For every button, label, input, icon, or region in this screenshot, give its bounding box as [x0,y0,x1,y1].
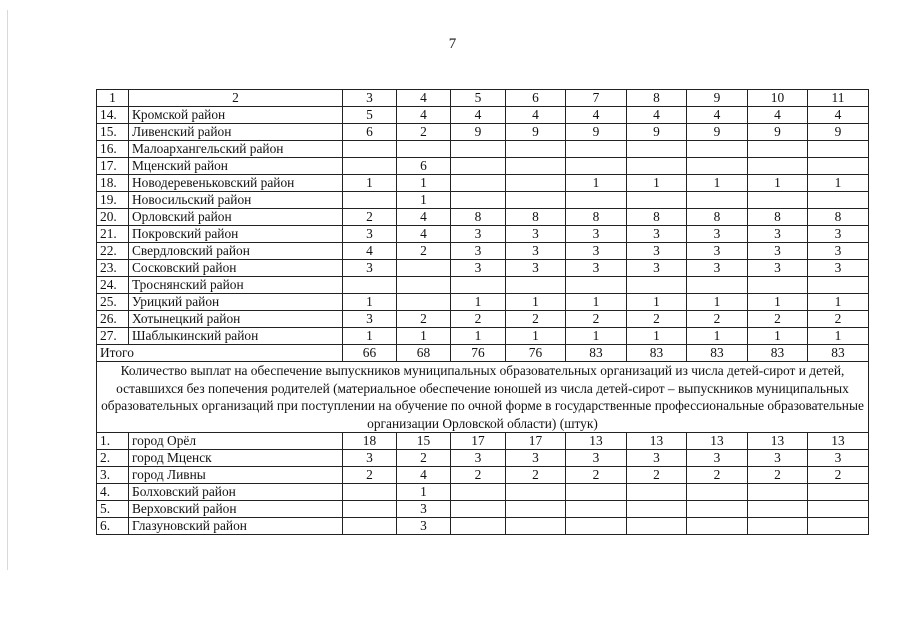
table-row [97,518,869,535]
value-cell: 4 [343,243,397,260]
table-row [97,124,869,141]
column-number-cell: 8 [627,90,687,107]
column-number-cell: 10 [748,90,808,107]
value-cell: 2 [627,311,687,328]
value-cell [566,277,627,294]
value-cell: 8 [566,209,627,226]
data-table [96,89,869,535]
value-cell: 3 [687,260,748,277]
value-cell: 3 [451,260,506,277]
value-cell: 3 [506,260,566,277]
value-cell [397,141,451,158]
column-number-cell: 11 [808,90,869,107]
row-number-cell: 16. [97,141,129,158]
row-number-cell: 17. [97,158,129,175]
value-cell: 4 [506,107,566,124]
value-cell: 1 [506,294,566,311]
value-cell: 3 [343,450,397,467]
total-value-cell: 83 [687,345,748,362]
district-name-cell: город Ливны [129,467,343,484]
value-cell: 3 [627,260,687,277]
value-cell [506,501,566,518]
value-cell: 3 [808,226,869,243]
value-cell [566,141,627,158]
value-cell [343,141,397,158]
value-cell: 1 [566,328,627,345]
value-cell: 3 [566,260,627,277]
value-cell: 6 [397,158,451,175]
value-cell: 1 [451,328,506,345]
table-row [97,294,869,311]
value-cell [451,501,506,518]
district-name-cell: Троснянский район [129,277,343,294]
value-cell [687,141,748,158]
section-heading: Количество выплат на обеспечение выпускников муниципальных образовательных организаций из числа детей-сирот и детей, оставшихся без попечения родителей (материальное обеспечение юношей из числа детей-сирот – выпускников муниципальных образовательных организаций при поступлении на обучение по очной форме в государственные профессиональные образовательные организации Орловской области) (штук) [97,362,869,433]
value-cell [627,277,687,294]
value-cell [808,501,869,518]
value-cell: 3 [748,450,808,467]
value-cell [808,158,869,175]
value-cell [397,260,451,277]
value-cell: 5 [343,107,397,124]
value-cell [687,277,748,294]
value-cell: 3 [687,450,748,467]
value-cell [627,192,687,209]
value-cell [451,158,506,175]
value-cell [808,518,869,535]
value-cell: 2 [397,124,451,141]
value-cell: 1 [397,175,451,192]
table-row [97,467,869,484]
value-cell [687,192,748,209]
value-cell: 3 [748,260,808,277]
table-row [97,107,869,124]
column-number-cell: 1 [97,90,129,107]
value-cell [451,484,506,501]
table-row [97,433,869,450]
table-body [97,90,869,535]
row-number-cell: 20. [97,209,129,226]
value-cell: 1 [748,294,808,311]
value-cell: 8 [451,209,506,226]
value-cell: 1 [343,328,397,345]
value-cell: 3 [627,226,687,243]
value-cell: 8 [506,209,566,226]
total-row [97,345,869,362]
value-cell: 3 [506,450,566,467]
district-name-cell: Покровский район [129,226,343,243]
value-cell: 2 [397,311,451,328]
value-cell: 3 [451,450,506,467]
value-cell: 2 [343,467,397,484]
district-name-cell: Кромской район [129,107,343,124]
value-cell [748,518,808,535]
value-cell [506,175,566,192]
page-margin-line [7,10,8,570]
table-row [97,158,869,175]
value-cell [397,277,451,294]
value-cell [808,484,869,501]
district-name-cell: Верховский район [129,501,343,518]
value-cell: 8 [748,209,808,226]
value-cell [566,518,627,535]
row-number-cell: 23. [97,260,129,277]
total-value-cell: 66 [343,345,397,362]
value-cell [627,484,687,501]
value-cell: 1 [397,484,451,501]
value-cell: 9 [687,124,748,141]
district-name-cell: город Мценск [129,450,343,467]
value-cell: 1 [566,294,627,311]
value-cell: 4 [748,107,808,124]
value-cell: 3 [808,260,869,277]
value-cell: 2 [451,467,506,484]
table-row [97,192,869,209]
value-cell: 3 [627,450,687,467]
value-cell: 8 [627,209,687,226]
value-cell: 4 [566,107,627,124]
value-cell [566,158,627,175]
value-cell: 9 [506,124,566,141]
value-cell: 2 [808,467,869,484]
value-cell: 13 [748,433,808,450]
value-cell [506,192,566,209]
value-cell: 1 [343,294,397,311]
value-cell: 1 [687,328,748,345]
value-cell: 8 [808,209,869,226]
total-value-cell: 83 [808,345,869,362]
value-cell: 1 [808,294,869,311]
value-cell [343,277,397,294]
value-cell: 8 [687,209,748,226]
district-name-cell: Глазуновский район [129,518,343,535]
value-cell: 13 [808,433,869,450]
row-number-cell: 26. [97,311,129,328]
value-cell: 1 [627,294,687,311]
district-name-cell: Новосильский район [129,192,343,209]
column-number-cell: 3 [343,90,397,107]
total-value-cell: 83 [566,345,627,362]
value-cell: 1 [506,328,566,345]
table-row [97,226,869,243]
value-cell [506,277,566,294]
value-cell: 3 [808,450,869,467]
row-number-cell: 6. [97,518,129,535]
table-row [97,328,869,345]
value-cell [451,141,506,158]
value-cell [808,277,869,294]
value-cell: 4 [397,467,451,484]
table-row [97,450,869,467]
value-cell: 9 [748,124,808,141]
value-cell [397,294,451,311]
value-cell: 2 [397,450,451,467]
value-cell: 1 [687,175,748,192]
district-name-cell: Ливенский район [129,124,343,141]
value-cell [627,501,687,518]
table-row [97,260,869,277]
table-row [97,501,869,518]
value-cell: 2 [451,311,506,328]
value-cell: 1 [748,328,808,345]
row-number-cell: 14. [97,107,129,124]
value-cell [748,484,808,501]
row-number-cell: 25. [97,294,129,311]
column-number-cell: 6 [506,90,566,107]
value-cell: 2 [506,467,566,484]
value-cell: 4 [808,107,869,124]
value-cell [451,518,506,535]
value-cell: 3 [566,243,627,260]
value-cell: 17 [506,433,566,450]
value-cell [748,192,808,209]
value-cell: 9 [627,124,687,141]
value-cell: 3 [451,243,506,260]
value-cell: 1 [566,175,627,192]
value-cell: 9 [808,124,869,141]
value-cell [343,484,397,501]
value-cell: 15 [397,433,451,450]
district-name-cell: Свердловский район [129,243,343,260]
value-cell [566,501,627,518]
column-number-cell: 9 [687,90,748,107]
value-cell: 3 [397,518,451,535]
total-value-cell: 83 [748,345,808,362]
table-row [97,209,869,226]
table-row [97,175,869,192]
total-value-cell: 83 [627,345,687,362]
value-cell: 13 [627,433,687,450]
section-heading-row [97,362,869,433]
page-number: 7 [448,36,457,52]
district-name-cell: Новодеревеньковский район [129,175,343,192]
value-cell [343,518,397,535]
value-cell [343,501,397,518]
value-cell: 3 [343,311,397,328]
table-row [97,277,869,294]
value-cell: 3 [687,226,748,243]
district-name-cell: Болховский район [129,484,343,501]
value-cell: 1 [808,328,869,345]
value-cell [748,501,808,518]
value-cell: 2 [506,311,566,328]
total-value-cell: 76 [451,345,506,362]
value-cell: 2 [566,467,627,484]
value-cell [506,484,566,501]
value-cell: 3 [397,501,451,518]
value-cell: 1 [808,175,869,192]
value-cell: 1 [627,328,687,345]
table-row [97,484,869,501]
total-label-cell: Итого [97,345,343,362]
total-value-cell: 68 [397,345,451,362]
value-cell [627,158,687,175]
row-number-cell: 22. [97,243,129,260]
value-cell [808,192,869,209]
row-number-cell: 1. [97,433,129,450]
value-cell: 3 [506,226,566,243]
value-cell: 18 [343,433,397,450]
district-name-cell: город Орёл [129,433,343,450]
value-cell: 2 [627,467,687,484]
value-cell [748,141,808,158]
value-cell [687,501,748,518]
value-cell: 3 [687,243,748,260]
value-cell [627,141,687,158]
value-cell: 4 [397,209,451,226]
value-cell: 4 [451,107,506,124]
value-cell: 1 [343,175,397,192]
column-number-cell: 5 [451,90,506,107]
value-cell: 3 [566,226,627,243]
value-cell: 3 [451,226,506,243]
value-cell [808,141,869,158]
value-cell: 2 [566,311,627,328]
value-cell: 3 [627,243,687,260]
value-cell [343,192,397,209]
value-cell [451,277,506,294]
value-cell [506,518,566,535]
table-row [97,141,869,158]
value-cell: 1 [627,175,687,192]
value-cell [687,158,748,175]
value-cell [566,484,627,501]
table-row [97,243,869,260]
value-cell: 1 [451,294,506,311]
district-name-cell: Хотынецкий район [129,311,343,328]
value-cell: 2 [687,311,748,328]
value-cell: 4 [687,107,748,124]
value-cell [451,192,506,209]
district-name-cell: Орловский район [129,209,343,226]
value-cell [687,518,748,535]
value-cell: 3 [808,243,869,260]
value-cell: 9 [566,124,627,141]
column-number-row [97,90,869,107]
value-cell: 13 [687,433,748,450]
table-row [97,311,869,328]
value-cell: 4 [627,107,687,124]
total-value-cell: 76 [506,345,566,362]
value-cell: 2 [687,467,748,484]
value-cell: 2 [808,311,869,328]
row-number-cell: 5. [97,501,129,518]
row-number-cell: 3. [97,467,129,484]
row-number-cell: 4. [97,484,129,501]
value-cell: 2 [397,243,451,260]
row-number-cell: 2. [97,450,129,467]
value-cell [506,158,566,175]
value-cell: 3 [343,226,397,243]
value-cell: 2 [748,467,808,484]
value-cell: 1 [397,328,451,345]
value-cell: 2 [343,209,397,226]
value-cell [566,192,627,209]
value-cell: 1 [687,294,748,311]
district-name-cell: Урицкий район [129,294,343,311]
value-cell [451,175,506,192]
district-name-cell: Сосковский район [129,260,343,277]
district-name-cell: Малоархангельский район [129,141,343,158]
value-cell [506,141,566,158]
column-number-cell: 7 [566,90,627,107]
value-cell [627,518,687,535]
value-cell: 1 [397,192,451,209]
value-cell: 3 [566,450,627,467]
district-name-cell: Шаблыкинский район [129,328,343,345]
value-cell [748,158,808,175]
value-cell [343,158,397,175]
row-number-cell: 19. [97,192,129,209]
value-cell: 3 [506,243,566,260]
value-cell: 17 [451,433,506,450]
column-number-cell: 4 [397,90,451,107]
value-cell: 3 [748,243,808,260]
row-number-cell: 15. [97,124,129,141]
value-cell: 1 [748,175,808,192]
district-name-cell: Мценский район [129,158,343,175]
column-number-cell: 2 [129,90,343,107]
value-cell: 4 [397,107,451,124]
row-number-cell: 24. [97,277,129,294]
value-cell [687,484,748,501]
value-cell: 13 [566,433,627,450]
value-cell: 3 [748,226,808,243]
value-cell: 3 [343,260,397,277]
row-number-cell: 27. [97,328,129,345]
value-cell: 6 [343,124,397,141]
value-cell: 9 [451,124,506,141]
value-cell: 4 [397,226,451,243]
row-number-cell: 18. [97,175,129,192]
row-number-cell: 21. [97,226,129,243]
value-cell: 2 [748,311,808,328]
value-cell [748,277,808,294]
